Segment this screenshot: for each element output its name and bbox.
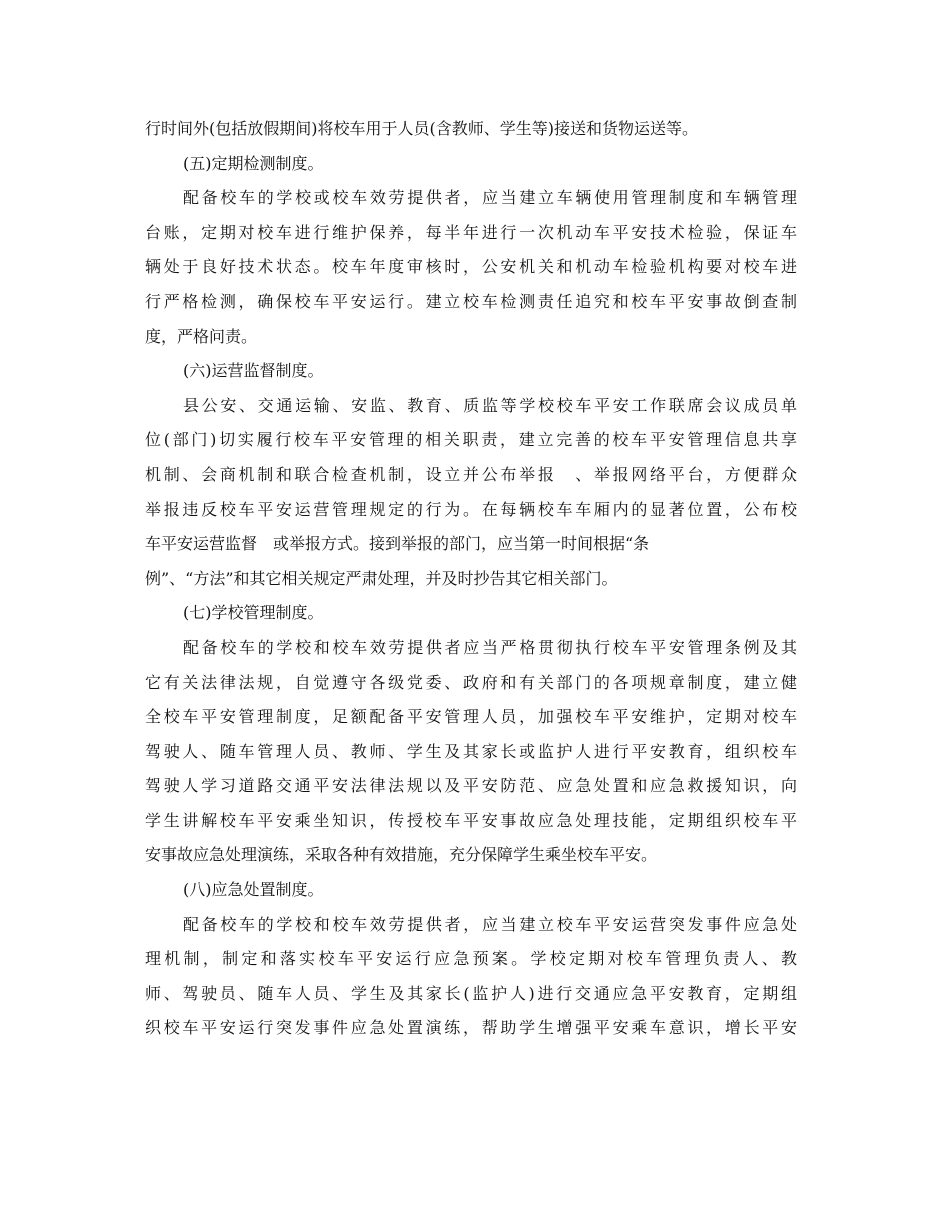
paragraph-first-line: 配备校车的学校和校车效劳提供者应当严格贯彻执行校车平安管理条例及其	[183, 637, 797, 657]
paragraph-last-line: 度，严格问责。	[145, 326, 258, 346]
paragraph-line: 行严格检测，确保校车平安运行。建立校车检测责任追究和校车平安事故倒查制	[145, 291, 797, 311]
paragraph-line: 理机制，制定和落实校车平安运行应急预案。学校定期对校车管理负责人、教	[145, 949, 797, 969]
paragraph-line: 台账，定期对校车进行维护保养，每半年进行一次机动车平安技术检验，保证车	[145, 222, 797, 242]
paragraph-line: 举报违反校车平安运营管理规定的行为。在每辆校车车厢内的显著位置，公布校	[145, 499, 797, 519]
paragraph-line: 学生讲解校车平安乘坐知识，传授校车平安事故应急处理技能，定期组织校车平	[145, 810, 797, 830]
paragraph-line: 驾驶人学习道路交通平安法律法规以及平安防范、应急处置和应急救援知识，向	[145, 776, 797, 796]
section-heading: (七)学校管理制度。	[183, 603, 324, 623]
section-heading: (五)定期检测制度。	[183, 153, 324, 173]
paragraph-line: 师、驾驶员、随车人员、学生及其家长(监护人)进行交通应急平安教育，定期组	[145, 983, 797, 1003]
document-body	[145, 112, 797, 1046]
paragraph-line: 位(部门)切实履行校车平安管理的相关职责，建立完善的校车平安管理信息共享	[145, 430, 797, 450]
section-heading: (八)应急处置制度。	[183, 880, 324, 900]
paragraph-last-line: 安事故应急处理演练，采取各种有效措施，充分保障学生乘坐校车平安。	[145, 845, 658, 865]
paragraph-first-line: 县公安、交通运输、安监、教育、质监等学校校车平安工作联席会议成员单	[183, 395, 797, 415]
section-heading: (六)运营监督制度。	[183, 361, 324, 381]
paragraph-last-line: 车平安运营监督 或举报方式。接到举报的部门，应当第一时间根据“条	[145, 534, 650, 554]
paragraph-line: 机制、会商机制和联合检查机制，设立并公布举报 、举报网络平台，方便群众	[145, 464, 797, 484]
paragraph-last-line: 行时间外(包括放假期间)将校车用于人员(含教师、学生等)接送和货物运送等。	[145, 119, 698, 138]
paragraph-line: 辆处于良好技术状态。校车年度审核时，公安机关和机动车检验机构要对校车进	[145, 257, 797, 277]
paragraph-last-line: 例”、“方法”和其它相关规定严肃处理，并及时抄告其它相关部门。	[145, 568, 618, 588]
paragraph-first-line: 配备校车的学校和校车效劳提供者，应当建立校车平安运营突发事件应急处	[183, 914, 797, 934]
paragraph-line: 全校车平安管理制度，足额配备平安管理人员，加强校车平安维护，定期对校车	[145, 707, 797, 727]
paragraph-line: 驾驶人、随车管理人员、教师、学生及其家长或监护人进行平安教育，组织校车	[145, 741, 797, 761]
paragraph-line: 织校车平安运行突发事件应急处置演练，帮助学生增强平安乘车意识，增长平安	[145, 1018, 797, 1038]
paragraph-line: 它有关法律法规，自觉遵守各级党委、政府和有关部门的各项规章制度，建立健	[145, 672, 797, 692]
paragraph-first-line: 配备校车的学校或校车效劳提供者，应当建立车辆使用管理制度和车辆管理	[183, 188, 797, 208]
